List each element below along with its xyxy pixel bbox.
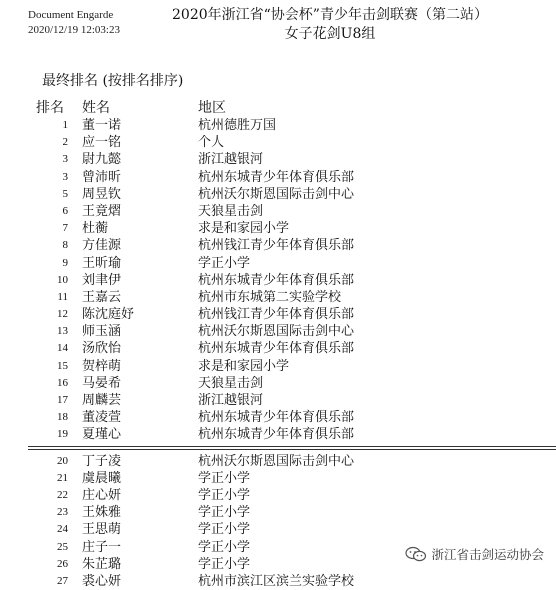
table-row [0, 169, 556, 186]
table-row [0, 306, 556, 323]
region-cell: 天狼星击剑 [198, 203, 264, 219]
name-cell: 刘聿伊 [82, 272, 122, 288]
region-cell: 学正小学 [198, 505, 251, 521]
name-cell: 裘心妍 [82, 573, 122, 589]
region-cell: 杭州市东城第二实验学校 [198, 289, 342, 305]
table-row [0, 375, 556, 392]
rank-cell: 12 [57, 308, 68, 321]
rank-cell: 11 [57, 290, 68, 303]
rank-cell: 7 [62, 222, 68, 235]
column-header-region: 地区 [198, 100, 226, 116]
rank-cell: 24 [57, 523, 68, 536]
name-cell: 师玉涵 [82, 324, 122, 340]
title-line-1: 2020年浙江省“协会杯”青少年击剑联赛（第二站） [172, 7, 488, 23]
region-cell: 杭州沃尔斯恩国际击剑中心 [198, 324, 355, 340]
region-cell: 杭州沃尔斯恩国际击剑中心 [198, 453, 355, 469]
table-row [0, 487, 556, 504]
column-header-rank: 排名 [36, 100, 64, 116]
name-cell: 杜蘅 [82, 221, 109, 237]
region-cell: 学正小学 [198, 539, 251, 555]
name-cell: 王昕瑜 [82, 255, 122, 271]
name-cell: 王姝雅 [82, 505, 122, 521]
region-cell: 学正小学 [198, 556, 251, 572]
region-cell: 杭州市滨江区滨兰实验学校 [198, 573, 355, 589]
table-row [0, 134, 556, 151]
table-row [0, 504, 556, 521]
region-cell: 杭州沃尔斯恩国际击剑中心 [198, 186, 355, 202]
name-cell: 朱芷璐 [82, 556, 122, 572]
region-cell: 杭州德胜万国 [198, 118, 277, 133]
region-cell: 学正小学 [198, 522, 251, 538]
name-cell: 陈沈庭妤 [82, 307, 135, 323]
wechat-icon [405, 546, 427, 562]
region-cell: 杭州东城青少年体育俱乐部 [198, 169, 355, 185]
divider-line [28, 449, 556, 450]
rank-cell: 17 [57, 394, 68, 406]
name-cell: 王竟熠 [82, 203, 122, 219]
table-row [0, 289, 556, 306]
region-cell: 杭州东城青少年体育俱乐部 [198, 272, 355, 288]
name-cell: 曾沛昕 [82, 169, 122, 185]
table-row [0, 521, 556, 538]
rank-cell: 3 [62, 170, 68, 183]
name-cell: 董凌萱 [82, 410, 122, 426]
table-row [0, 186, 556, 203]
name-cell: 庄子一 [82, 539, 122, 555]
column-header-name: 姓名 [82, 100, 110, 116]
table-row [0, 255, 556, 272]
region-cell: 个人 [198, 135, 225, 151]
table-row [0, 340, 556, 357]
divider-line [28, 446, 556, 447]
rank-cell: 18 [57, 411, 68, 424]
region-cell: 学正小学 [198, 470, 251, 486]
table-row [0, 409, 556, 426]
rank-cell: 15 [57, 359, 68, 372]
ranking-table [0, 117, 556, 590]
name-cell: 王思萌 [82, 522, 122, 538]
rank-cell: 16 [57, 376, 68, 389]
rank-cell: 6 [62, 204, 68, 217]
name-cell: 尉九懿 [82, 152, 122, 168]
region-cell: 浙江越银河 [198, 393, 264, 408]
name-cell: 丁子凌 [82, 453, 122, 469]
name-cell: 虞晨曦 [82, 470, 122, 486]
name-cell: 王嘉云 [82, 289, 122, 305]
rank-cell: 20 [57, 454, 68, 467]
name-cell: 方佳源 [82, 238, 122, 254]
rank-cell: 13 [57, 325, 68, 338]
name-cell: 马晏希 [82, 375, 122, 391]
table-row [0, 573, 556, 590]
document-title [150, 6, 510, 44]
table-row [0, 151, 556, 168]
table-row [0, 392, 556, 409]
table-row [0, 272, 556, 289]
title-line-2: 女子花剑U8组 [284, 26, 376, 42]
rank-cell: 19 [57, 428, 68, 441]
name-cell: 应一铭 [82, 135, 122, 151]
table-row [0, 358, 556, 375]
double-divider [0, 444, 556, 453]
rank-cell: 26 [57, 557, 68, 570]
rank-cell: 23 [57, 506, 68, 519]
rank-cell: 9 [62, 256, 68, 269]
table-row [0, 117, 556, 134]
region-cell: 学正小学 [198, 487, 251, 503]
rank-cell: 27 [57, 574, 68, 587]
table-row [0, 426, 556, 443]
region-cell: 学正小学 [198, 255, 251, 271]
name-cell: 周麟芸 [82, 393, 122, 408]
region-cell: 天狼星击剑 [198, 375, 264, 391]
rank-cell: 8 [62, 239, 68, 252]
table-row [0, 237, 556, 254]
region-cell: 杭州钱江青少年体育俱乐部 [198, 238, 355, 254]
rank-cell: 21 [57, 471, 68, 484]
section-title: 最终排名 (按排名排序) [42, 73, 184, 89]
region-cell: 杭州东城青少年体育俱乐部 [198, 341, 355, 357]
rank-cell: 3 [62, 153, 68, 166]
watermark [405, 545, 544, 563]
document-meta [28, 8, 120, 38]
name-cell: 董一诺 [82, 118, 122, 133]
name-cell: 夏瑾心 [82, 427, 122, 443]
region-cell: 杭州东城青少年体育俱乐部 [198, 410, 355, 426]
name-cell: 周昱钦 [82, 186, 122, 202]
rank-cell: 22 [57, 488, 68, 501]
name-cell: 庄心妍 [82, 487, 122, 503]
name-cell: 汤欣怡 [82, 341, 122, 357]
rank-cell: 10 [57, 273, 68, 286]
table-row [0, 323, 556, 340]
rank-cell: 25 [57, 540, 68, 553]
table-row [0, 203, 556, 220]
table-row [0, 220, 556, 237]
rank-cell: 5 [62, 187, 68, 200]
region-cell: 杭州钱江青少年体育俱乐部 [198, 307, 355, 323]
rank-cell: 2 [62, 136, 68, 149]
region-cell: 求是和家园小学 [198, 221, 290, 237]
doc-label: Document Engarde [28, 9, 114, 21]
rank-cell: 1 [62, 119, 68, 131]
region-cell: 杭州东城青少年体育俱乐部 [198, 427, 355, 443]
region-cell: 浙江越银河 [198, 152, 264, 168]
doc-timestamp: 2020/12/19 12:03:23 [28, 24, 120, 36]
region-cell: 求是和家园小学 [198, 358, 290, 374]
watermark-text: 浙江省击剑运动协会 [431, 547, 544, 562]
table-row [0, 453, 556, 470]
rank-cell: 14 [57, 342, 68, 355]
name-cell: 贺梓萌 [82, 358, 122, 374]
table-row [0, 470, 556, 487]
